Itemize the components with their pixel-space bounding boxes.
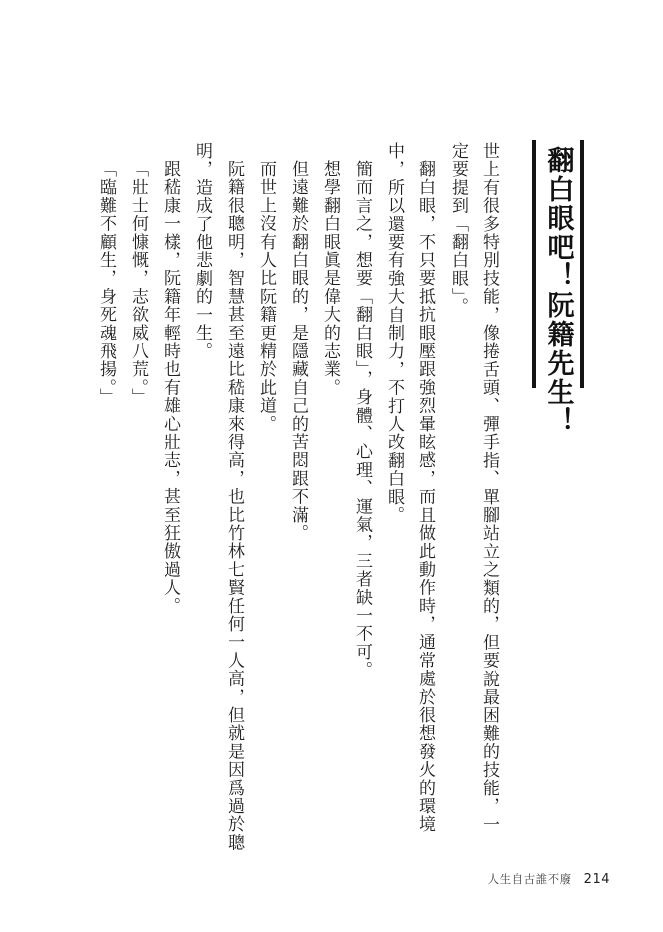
running-footer-title: 人生自古誰不廢 xyxy=(487,872,572,886)
chapter-title-box xyxy=(532,140,584,436)
text-column: 定要提到「翻白眼」。 xyxy=(448,142,468,316)
text-column: 「臨難不顧生，身死魂飛揚。」 xyxy=(96,160,116,407)
text-column: 明，造成了他悲劇的一生。 xyxy=(192,142,212,361)
text-column: 中，所以還要有強大自制力，不打人改翻白眼。 xyxy=(384,142,404,525)
page-number: 214 xyxy=(583,871,610,887)
text-column: 世上有很多特別技能，像捲舌頭、彈手指、單腳站立之類的，但要說最困難的技能，一 xyxy=(479,142,499,834)
text-column: 想學翻白眼眞是偉大的志業。 xyxy=(320,160,340,397)
chapter-title: 翻白眼吧！阮籍先生！ xyxy=(542,146,574,436)
text-column: 「壯士何慷慨，志欲威八荒。」 xyxy=(128,160,148,407)
text-column: 翻白眼，不只要抵抗眼壓跟強烈暈眩感，而且做此動作時，通常處於很想發火的環境 xyxy=(415,160,435,834)
text-column: 跟嵇康一樣，阮籍年輕時也有雄心壯志，甚至狂傲過人。 xyxy=(160,160,180,615)
page-footer xyxy=(440,869,610,889)
text-column: 而世上沒有人比阮籍更精於此道。 xyxy=(256,160,276,433)
text-column: 但遠難於翻白眼的，是隱藏自己的苦悶跟不滿。 xyxy=(288,160,308,543)
text-column: 簡而言之，想要「翻白眼」，身體、心理、運氣，三者缺一不可。 xyxy=(352,160,372,680)
text-column: 阮籍很聰明，智慧甚至遠比嵇康來得高，也比竹林七賢任何一人高，但就是因爲過於聰 xyxy=(224,160,244,852)
